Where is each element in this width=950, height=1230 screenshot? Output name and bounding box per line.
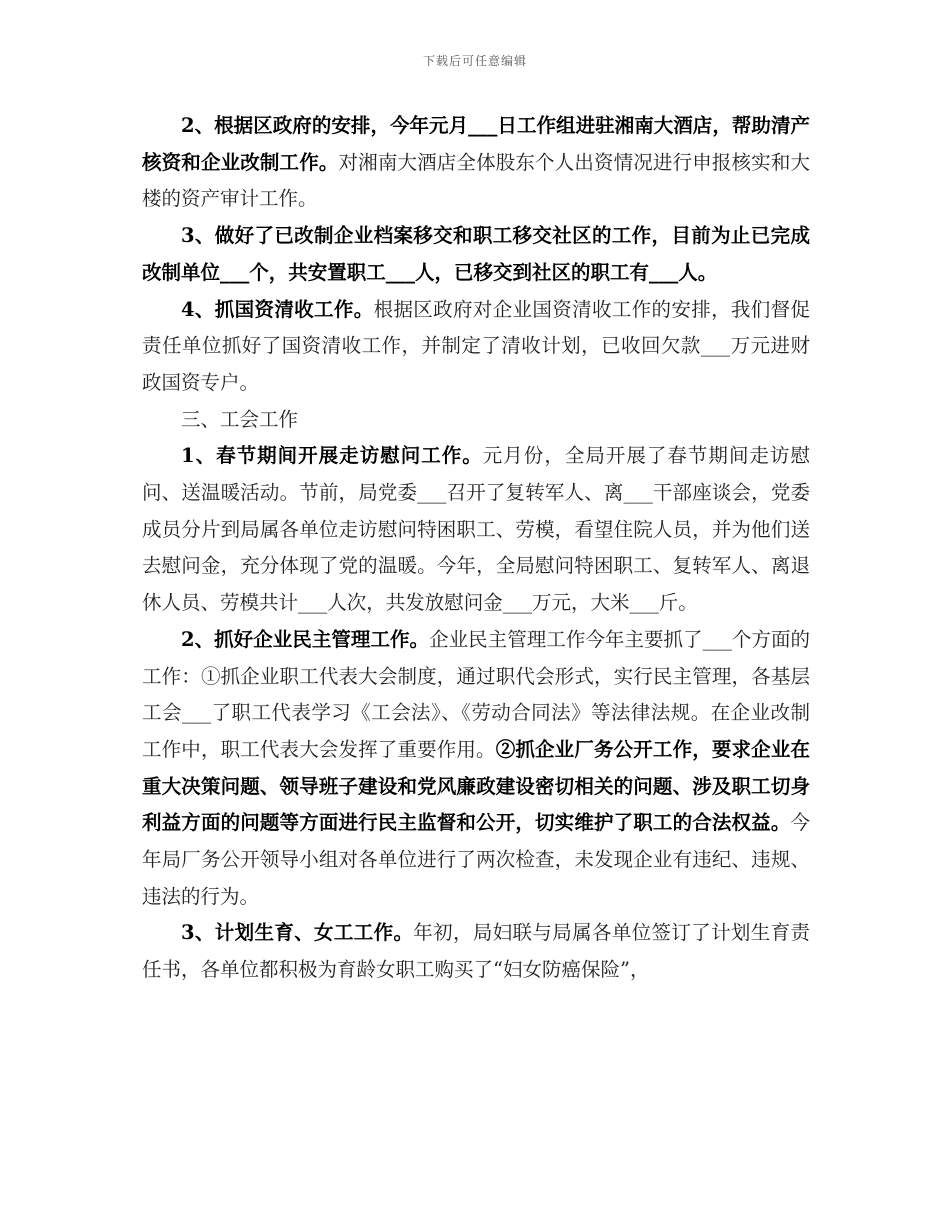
paragraph-lead: 4、抓国资清收工作。 [181,297,374,321]
paragraph-lead: 1、春节期间开展走访慰问工作。 [181,444,483,468]
paragraph-lead: 3、做好了已改制企业档案移交和职工移交社区的工作，目前为止已完成改制单位___个，共安置职工___人，已移交到社区的职工有___人。 [142,224,810,284]
section-heading-union: 三、工会工作 [181,407,299,431]
paragraph-lead: 2、根据区政府的安排，今年元月___日工作组进驻湘南大酒店，帮助清产核资和企业改制工作。 [142,114,810,174]
paragraph-2-hotel [142,108,810,218]
paragraph-lead: 2、抓好企业民主管理工作。 [181,627,430,651]
paragraph-text: 根据区政府对企业国资清收工作的安排，我们督促责任单位抓好了国资清收工作，并制定了清收计划，已收回欠款___万元进财政国资专户。 [142,297,810,394]
paragraph-text: 元月份，全局开展了春节期间走访慰问、送温暖活动。节前，局党委___召开了复转军人、离___干部座谈会，党委成员分片到局属各单位走访慰问特困职工、劳模，看望住院人员，并为他们送去慰问金，充分体现了党的温暖。今年，全局慰问特困职工、复转军人、离退休人员、劳模共计___人次，共发放慰问金___万元，大米___斤。 [142,444,810,615]
paragraph-1-festival-visits [142,438,810,622]
document-body [142,108,810,989]
paragraph-text: 对湘南大酒店全体股东个人出资情况进行申报核实和大楼的资产审计工作。 [142,150,810,211]
paragraph-4-assets [142,292,810,402]
paragraph-2-democratic-management [142,622,810,916]
paragraph-3-archives [142,218,810,291]
paragraph-text: 年初，局妇联与局属各单位签订了计划生育责任书，各单位都积极为育龄女职工购买了“妇女防癌保险”， [142,921,810,982]
paragraph-emphasis: ②抓企业厂务公开工作，要求企业在重大决策问题、领导班子建设和党风廉政建设密切相关的问题、涉及职工切身利益方面的问题等方面进行民主监督和公开，切实维护了职工的合法权益。 [142,737,810,835]
paragraph-3-family-planning [142,915,810,988]
paragraph-lead: 3、计划生育、女工工作。 [181,921,414,945]
paragraph-text-continued: 今年局厂务公开领导小组对各单位进行了两次检查，未发现企业有违纪、违规、违法的行为。 [142,811,810,908]
page-header-note: 下载后可任意编辑 [422,54,527,68]
paragraph-text: 企业民主管理工作今年主要抓了___个方面的工作：①抓企业职工代表大会制度，通过职代会形式，实行民主管理，各基层工会___了职工代表学习《工会法》、《劳动合同法》等法律法规。在企业改制工作中，职工代表大会发挥了重要作用。 [142,627,810,761]
